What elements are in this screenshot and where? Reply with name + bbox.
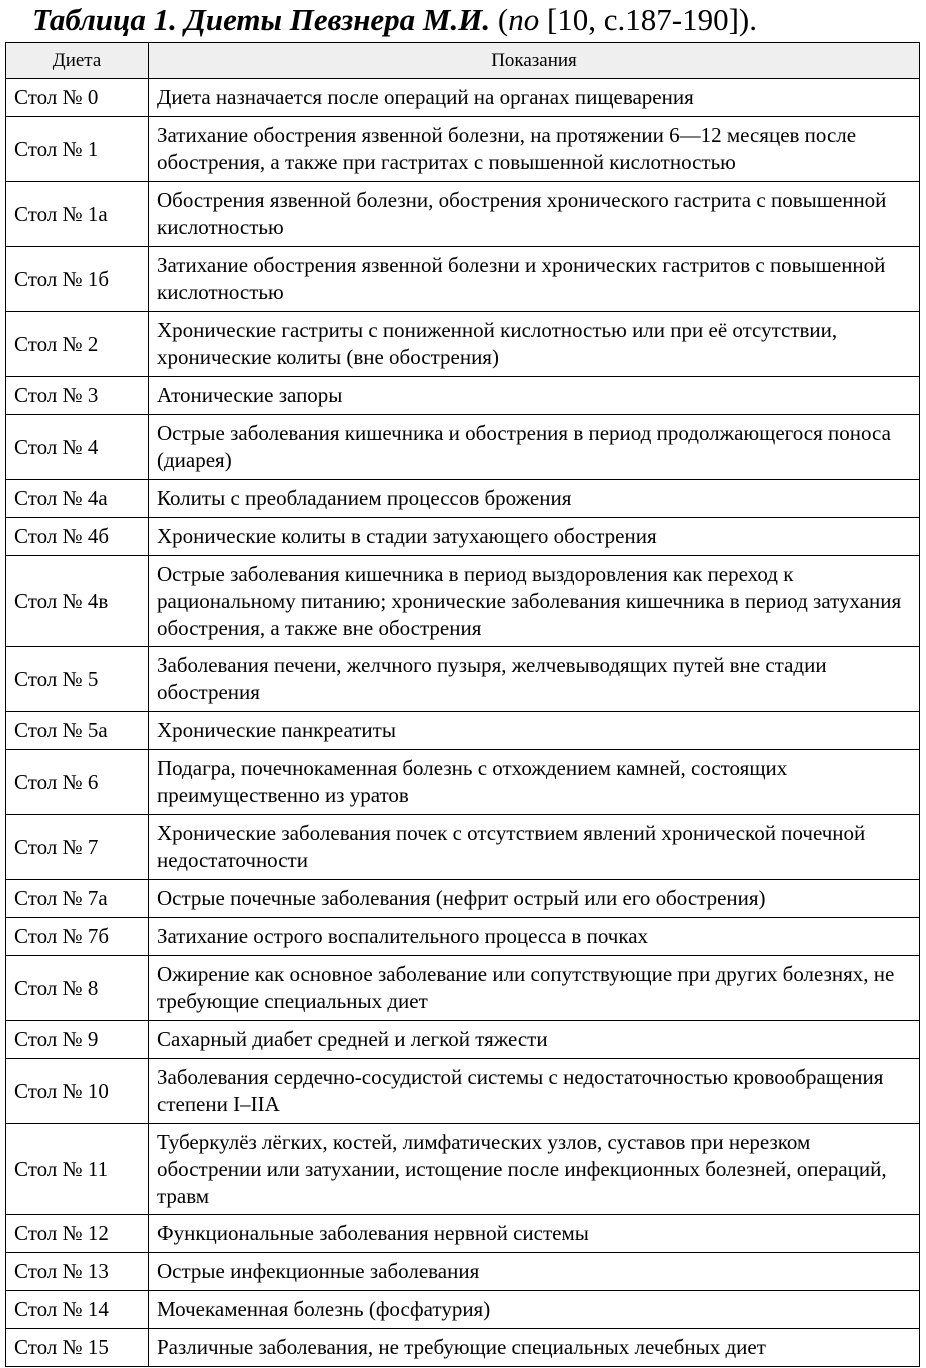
diet-name-cell: Стол № 7 bbox=[6, 815, 149, 880]
indication-cell: Обострения язвенной болезни, обострения хронического гастрита с повышенной кислотностью bbox=[149, 182, 920, 247]
caption-source-prefix: по bbox=[508, 2, 540, 37]
indication-cell: Атонические запоры bbox=[149, 377, 920, 415]
diet-name-cell: Стол № 12 bbox=[6, 1215, 149, 1253]
indication-cell: Мочекаменная болезнь (фосфатурия) bbox=[149, 1291, 920, 1329]
diet-name-cell: Стол № 7б bbox=[6, 918, 149, 956]
indication-cell: Острые заболевания кишечника в период выздоровления как переход к рациональному питанию; хронические заболевания кишечника в период затухания обострения, а также вне обострения bbox=[149, 556, 920, 647]
diet-name-cell: Стол № 4в bbox=[6, 556, 149, 647]
diet-name-cell: Стол № 2 bbox=[6, 312, 149, 377]
indication-cell: Затихание обострения язвенной болезни и хронических гастритов с повышенной кислотностью bbox=[149, 247, 920, 312]
indication-cell: Затихание обострения язвенной болезни, на протяжении 6—12 месяцев после обострения, а также при гастритах с повышенной кислотностью bbox=[149, 117, 920, 182]
table-row bbox=[6, 956, 920, 1021]
table-row bbox=[6, 1253, 920, 1291]
indication-cell: Хронические панкреатиты bbox=[149, 712, 920, 750]
table-header-row bbox=[6, 43, 920, 79]
diet-name-cell: Стол № 13 bbox=[6, 1253, 149, 1291]
table-row bbox=[6, 480, 920, 518]
indication-cell: Диета назначается после операций на органах пищеварения bbox=[149, 79, 920, 117]
table-row bbox=[6, 1124, 920, 1215]
table-row bbox=[6, 79, 920, 117]
indication-cell: Сахарный диабет средней и легкой тяжести bbox=[149, 1021, 920, 1059]
table-row bbox=[6, 1329, 920, 1367]
diet-name-cell: Стол № 3 bbox=[6, 377, 149, 415]
table-row bbox=[6, 750, 920, 815]
table-row bbox=[6, 880, 920, 918]
table-row bbox=[6, 712, 920, 750]
table-row bbox=[6, 815, 920, 880]
table-row bbox=[6, 182, 920, 247]
caption-open-paren: ( bbox=[490, 2, 509, 37]
diet-name-cell: Стол № 6 bbox=[6, 750, 149, 815]
diet-name-cell: Стол № 4б bbox=[6, 518, 149, 556]
table-row bbox=[6, 918, 920, 956]
diet-name-cell: Стол № 11 bbox=[6, 1124, 149, 1215]
indication-cell: Острые заболевания кишечника и обострения в период продолжающегося поноса (диарея) bbox=[149, 415, 920, 480]
table-row bbox=[6, 556, 920, 647]
table-caption bbox=[32, 0, 757, 40]
indication-cell: Острые почечные заболевания (нефрит острый или его обострения) bbox=[149, 880, 920, 918]
indication-cell: Хронические колиты в стадии затухающего обострения bbox=[149, 518, 920, 556]
table-body bbox=[6, 79, 920, 1367]
indication-cell: Острые инфекционные заболевания bbox=[149, 1253, 920, 1291]
indication-cell: Затихание острого воспалительного процесса в почках bbox=[149, 918, 920, 956]
indication-cell: Заболевания печени, желчного пузыря, желчевыводящих путей вне стадии обострения bbox=[149, 647, 920, 712]
caption-source-ref: [10, с.187-190]). bbox=[539, 2, 757, 37]
diet-name-cell: Стол № 8 bbox=[6, 956, 149, 1021]
diet-name-cell: Стол № 4 bbox=[6, 415, 149, 480]
diet-name-cell: Стол № 15 bbox=[6, 1329, 149, 1367]
table-row bbox=[6, 377, 920, 415]
indication-cell: Функциональные заболевания нервной системы bbox=[149, 1215, 920, 1253]
diet-name-cell: Стол № 1 bbox=[6, 117, 149, 182]
indication-cell: Хронические заболевания почек с отсутствием явлений хронической почечной недостаточности bbox=[149, 815, 920, 880]
table-row bbox=[6, 117, 920, 182]
table-row bbox=[6, 1059, 920, 1124]
header-indications: Показания bbox=[149, 43, 920, 79]
diet-name-cell: Стол № 5 bbox=[6, 647, 149, 712]
table-row bbox=[6, 1021, 920, 1059]
diet-name-cell: Стол № 10 bbox=[6, 1059, 149, 1124]
indication-cell: Подагра, почечнокаменная болезнь с отхождением камней, состоящих преимущественно из уратов bbox=[149, 750, 920, 815]
indication-cell: Туберкулёз лёгких, костей, лимфатических узлов, суставов при нерезком обострении или затухании, истощение после инфекционных болезней, операций, травм bbox=[149, 1124, 920, 1215]
diet-name-cell: Стол № 14 bbox=[6, 1291, 149, 1329]
indication-cell: Колиты с преобладанием процессов брожения bbox=[149, 480, 920, 518]
table-row bbox=[6, 1291, 920, 1329]
table-row bbox=[6, 647, 920, 712]
diet-name-cell: Стол № 9 bbox=[6, 1021, 149, 1059]
header-diet: Диета bbox=[6, 43, 149, 79]
diet-table bbox=[5, 42, 920, 1367]
indication-cell: Ожирение как основное заболевание или сопутствующие при других болезнях, не требующие специальных диет bbox=[149, 956, 920, 1021]
table-row bbox=[6, 1215, 920, 1253]
diet-name-cell: Стол № 5а bbox=[6, 712, 149, 750]
diet-name-cell: Стол № 7а bbox=[6, 880, 149, 918]
table-row bbox=[6, 247, 920, 312]
indication-cell: Хронические гастриты с пониженной кислотностью или при её отсутствии, хронические колиты (вне обострения) bbox=[149, 312, 920, 377]
table-row bbox=[6, 312, 920, 377]
caption-title: Таблица 1. Диеты Певзнера М.И. bbox=[32, 2, 491, 37]
diet-name-cell: Стол № 1а bbox=[6, 182, 149, 247]
diet-name-cell: Стол № 1б bbox=[6, 247, 149, 312]
diet-name-cell: Стол № 0 bbox=[6, 79, 149, 117]
diet-name-cell: Стол № 4а bbox=[6, 480, 149, 518]
indication-cell: Заболевания сердечно-сосудистой системы с недостаточностью кровообращения степени I–IIА bbox=[149, 1059, 920, 1124]
table-row bbox=[6, 518, 920, 556]
indication-cell: Различные заболевания, не требующие специальных лечебных диет bbox=[149, 1329, 920, 1367]
table-row bbox=[6, 415, 920, 480]
